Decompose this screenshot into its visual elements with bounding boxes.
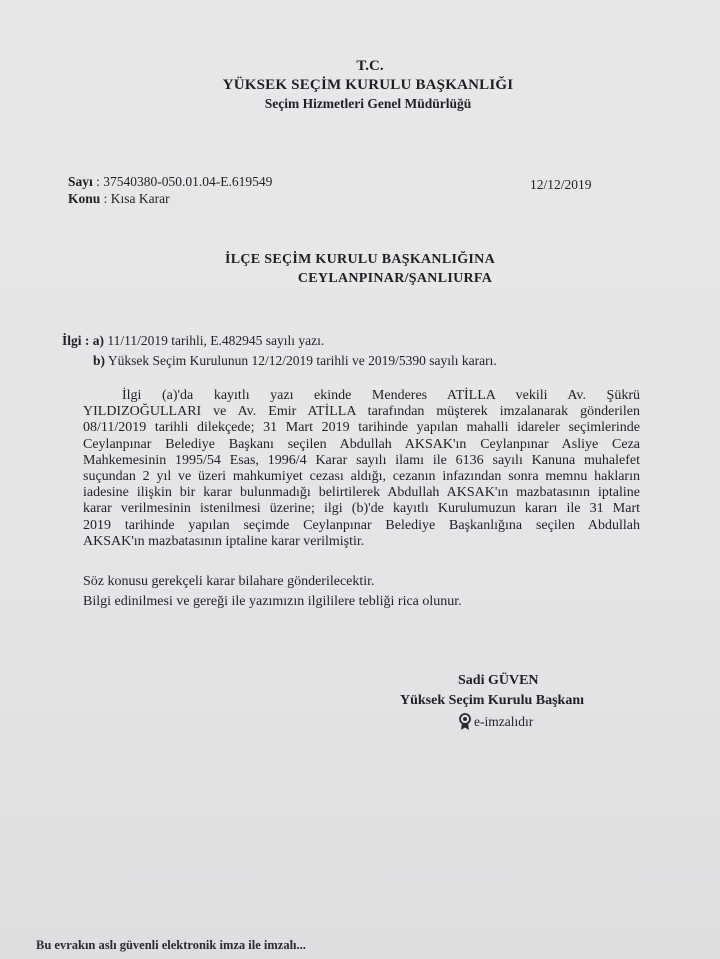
body-line: AKSAK'ın mazbatasının iptaline karar verilmiştir. [83,533,365,549]
document-date: 12/12/2019 [530,177,592,192]
sayi-value: : 37540380-050.01.04-E.619549 [96,174,273,189]
body-line: suçundan 2 yıl ve üzeri mahkumiyet cezası aldığı, cezanın infazından sonra memnu hakların [83,469,640,485]
body-line: Ceylanpınar Belediye Başkanı seçilen Abdullah AKSAK'ın Ceylanpınar Asliye Ceza [83,436,640,452]
ilgi-label: İlgi : [62,333,90,348]
e-signature-seal-icon [458,713,472,731]
document-subject [68,191,170,207]
body-line: YILDIZOĞULLARI ve Av. Emir ATİLLA tarafından müşterek imzalanarak gönderilen [83,404,640,420]
header-institution: YÜKSEK SEÇİM KURULU BAŞKANLIĞI [222,77,514,93]
body-paragraph-2: Söz konusu gerekçeli karar bilahare gönderilecektir. [83,574,375,589]
addressee-line2: CEYLANPINAR/ŞANLIURFA [297,271,493,286]
reference-b [93,353,497,369]
header-department: Seçim Hizmetleri Genel Müdürlüğü [264,96,472,111]
ref-b-label: b) [93,353,106,368]
ref-a-text: 11/11/2019 tarihli, E.482945 sayılı yazı. [107,333,325,348]
ref-a-label: a) [92,333,105,348]
eimza-label: e-imzalıdır [474,714,534,729]
konu-value: : Kısa Karar [103,191,170,206]
body-line: karar verilmesinin istenilmesi üzerine; ilgi (b)'de kayıtlı Kurulumuzun kararı ile 31 Mart [83,501,640,517]
body-line: 2019 tarihinde yapılan seçimde Ceylanpınar Belediye Başkanlığına seçilen Abdullah [83,517,640,533]
footer-note: Bu evrakın aslı güvenli elektronik imza ile imzalı... [36,938,306,952]
signatory-title: Yüksek Seçim Kurulu Başkanı [400,693,584,708]
addressee-line1: İLÇE SEÇİM KURULU BAŞKANLIĞINA [225,252,495,267]
ref-b-text: Yüksek Seçim Kurulunun 12/12/2019 tarihli ve 2019/5390 sayılı kararı. [107,353,497,368]
body-line: 08/11/2019 tarihli dilekçede; 31 Mart 2019 tarihinde yapılan mahalli idareler seçimlerinde [83,420,640,436]
konu-label: Konu [68,191,101,206]
header-tc: T.C. [356,58,384,74]
sayi-label: Sayı [68,174,93,189]
body-line: İlgi (a)'da kayıtlı yazı ekinde Menderes ATİLLA vekili Av. Şükrü [122,388,640,403]
document-number [68,174,272,190]
body-line: Mahkemesinin 1995/54 Esas, 1996/4 Karar sayılı ilamı ile 6136 sayılı Kanuna muhalefet [83,452,640,468]
signatory-name: Sadi GÜVEN [458,673,539,688]
body-line: iadesine ilişkin bir karar bulunmadığı belirtilerek Abdullah AKSAK'ın mazbatasının iptaline [83,485,640,501]
body-paragraph-3: Bilgi edinilmesi ve gereği ile yazımızın ilgililere tebliği rica olunur. [83,594,462,609]
e-signature-note [458,713,533,731]
reference-a [62,333,324,349]
body-paragraph [30,388,640,550]
